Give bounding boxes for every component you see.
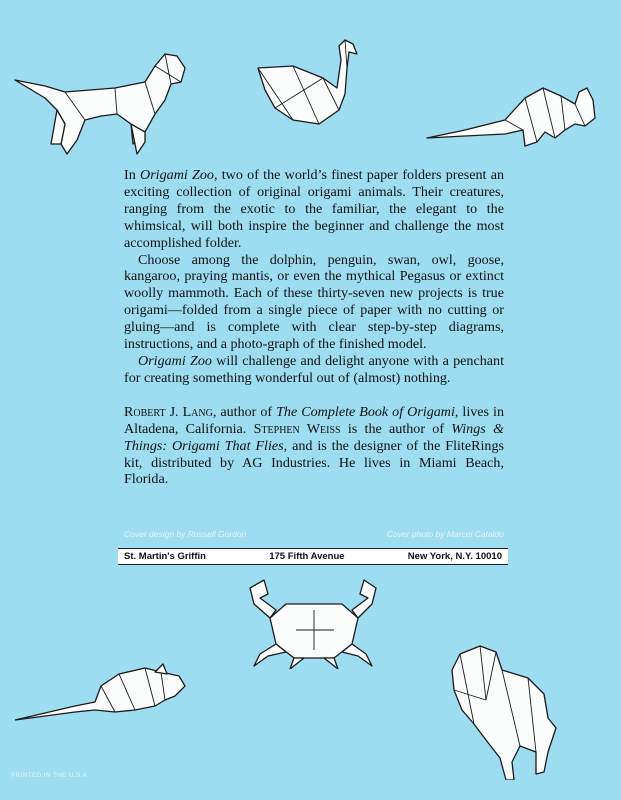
book-title-wings: Wings & Things: Origami That Flies bbox=[124, 420, 504, 454]
bio-text: , author of bbox=[212, 403, 277, 420]
bio-text: , lives in Altadena, California. bbox=[124, 403, 504, 437]
closing-text: will challenge and delight anyone with a penchant for creating something wonderful out of (almost) nothing. bbox=[124, 352, 504, 386]
back-cover-blurb bbox=[124, 167, 504, 488]
publisher-bar bbox=[118, 548, 508, 565]
origami-swan-figure bbox=[253, 38, 363, 128]
bio-text: , and is the designer of the FliteRings kit, distributed by AG Industries. He lives in Miami Beach, Florida. bbox=[124, 437, 504, 488]
book-title-italic: Origami Zoo bbox=[140, 167, 214, 183]
origami-dog-figure bbox=[5, 44, 195, 159]
printed-in-usa: PRINTED IN THE U.S.A. bbox=[11, 772, 90, 779]
intro-paragraph bbox=[124, 167, 504, 252]
origami-mouse-figure bbox=[15, 662, 190, 722]
origami-kangaroo-figure bbox=[425, 78, 600, 148]
cover-credits bbox=[124, 529, 504, 539]
cover-design-credit: Cover design by Russell Gordon bbox=[124, 529, 247, 539]
cover-photo-credit: Cover photo by Marcel Cataldo bbox=[386, 529, 504, 539]
author-name-weiss: Stephen Weiss bbox=[253, 420, 341, 437]
intro-text-start: In bbox=[124, 167, 141, 183]
author-name-lang: Robert J. Lang bbox=[124, 403, 213, 420]
intro-text-rest: , two of the world’s finest paper folders present an exciting collection of original origami animals. Their creatures, ranging from the exotic to the familiar, the elegant to the whimsical, will both inspire the beginner and challenge the most accomplished folder. bbox=[124, 167, 504, 251]
origami-lion-figure bbox=[440, 640, 560, 780]
origami-crab-figure bbox=[246, 574, 381, 669]
publisher-city: New York, N.Y. 10010 bbox=[407, 551, 502, 562]
book-title-italic: Origami Zoo bbox=[138, 352, 212, 369]
book-title-complete: The Complete Book of Origami bbox=[276, 403, 455, 420]
closing-paragraph bbox=[124, 353, 504, 387]
publisher-address: 175 Fifth Avenue bbox=[269, 551, 345, 562]
author-bio bbox=[124, 404, 504, 489]
choose-paragraph: Choose among the dolphin, penguin, swan, owl, goose, kangaroo, praying mantis, or even the mythical Pegasus or extinct woolly mammoth. Each of these thirty-seven new projects is true origami—folded from a single piece of paper with no cutting or gluing—and is complete with clear step-by-step diagrams, instructions, and a photo-graph of the finished model. bbox=[124, 251, 504, 353]
publisher-name: St. Martin's Griffin bbox=[124, 551, 206, 562]
bio-text: is the author of bbox=[340, 420, 452, 437]
